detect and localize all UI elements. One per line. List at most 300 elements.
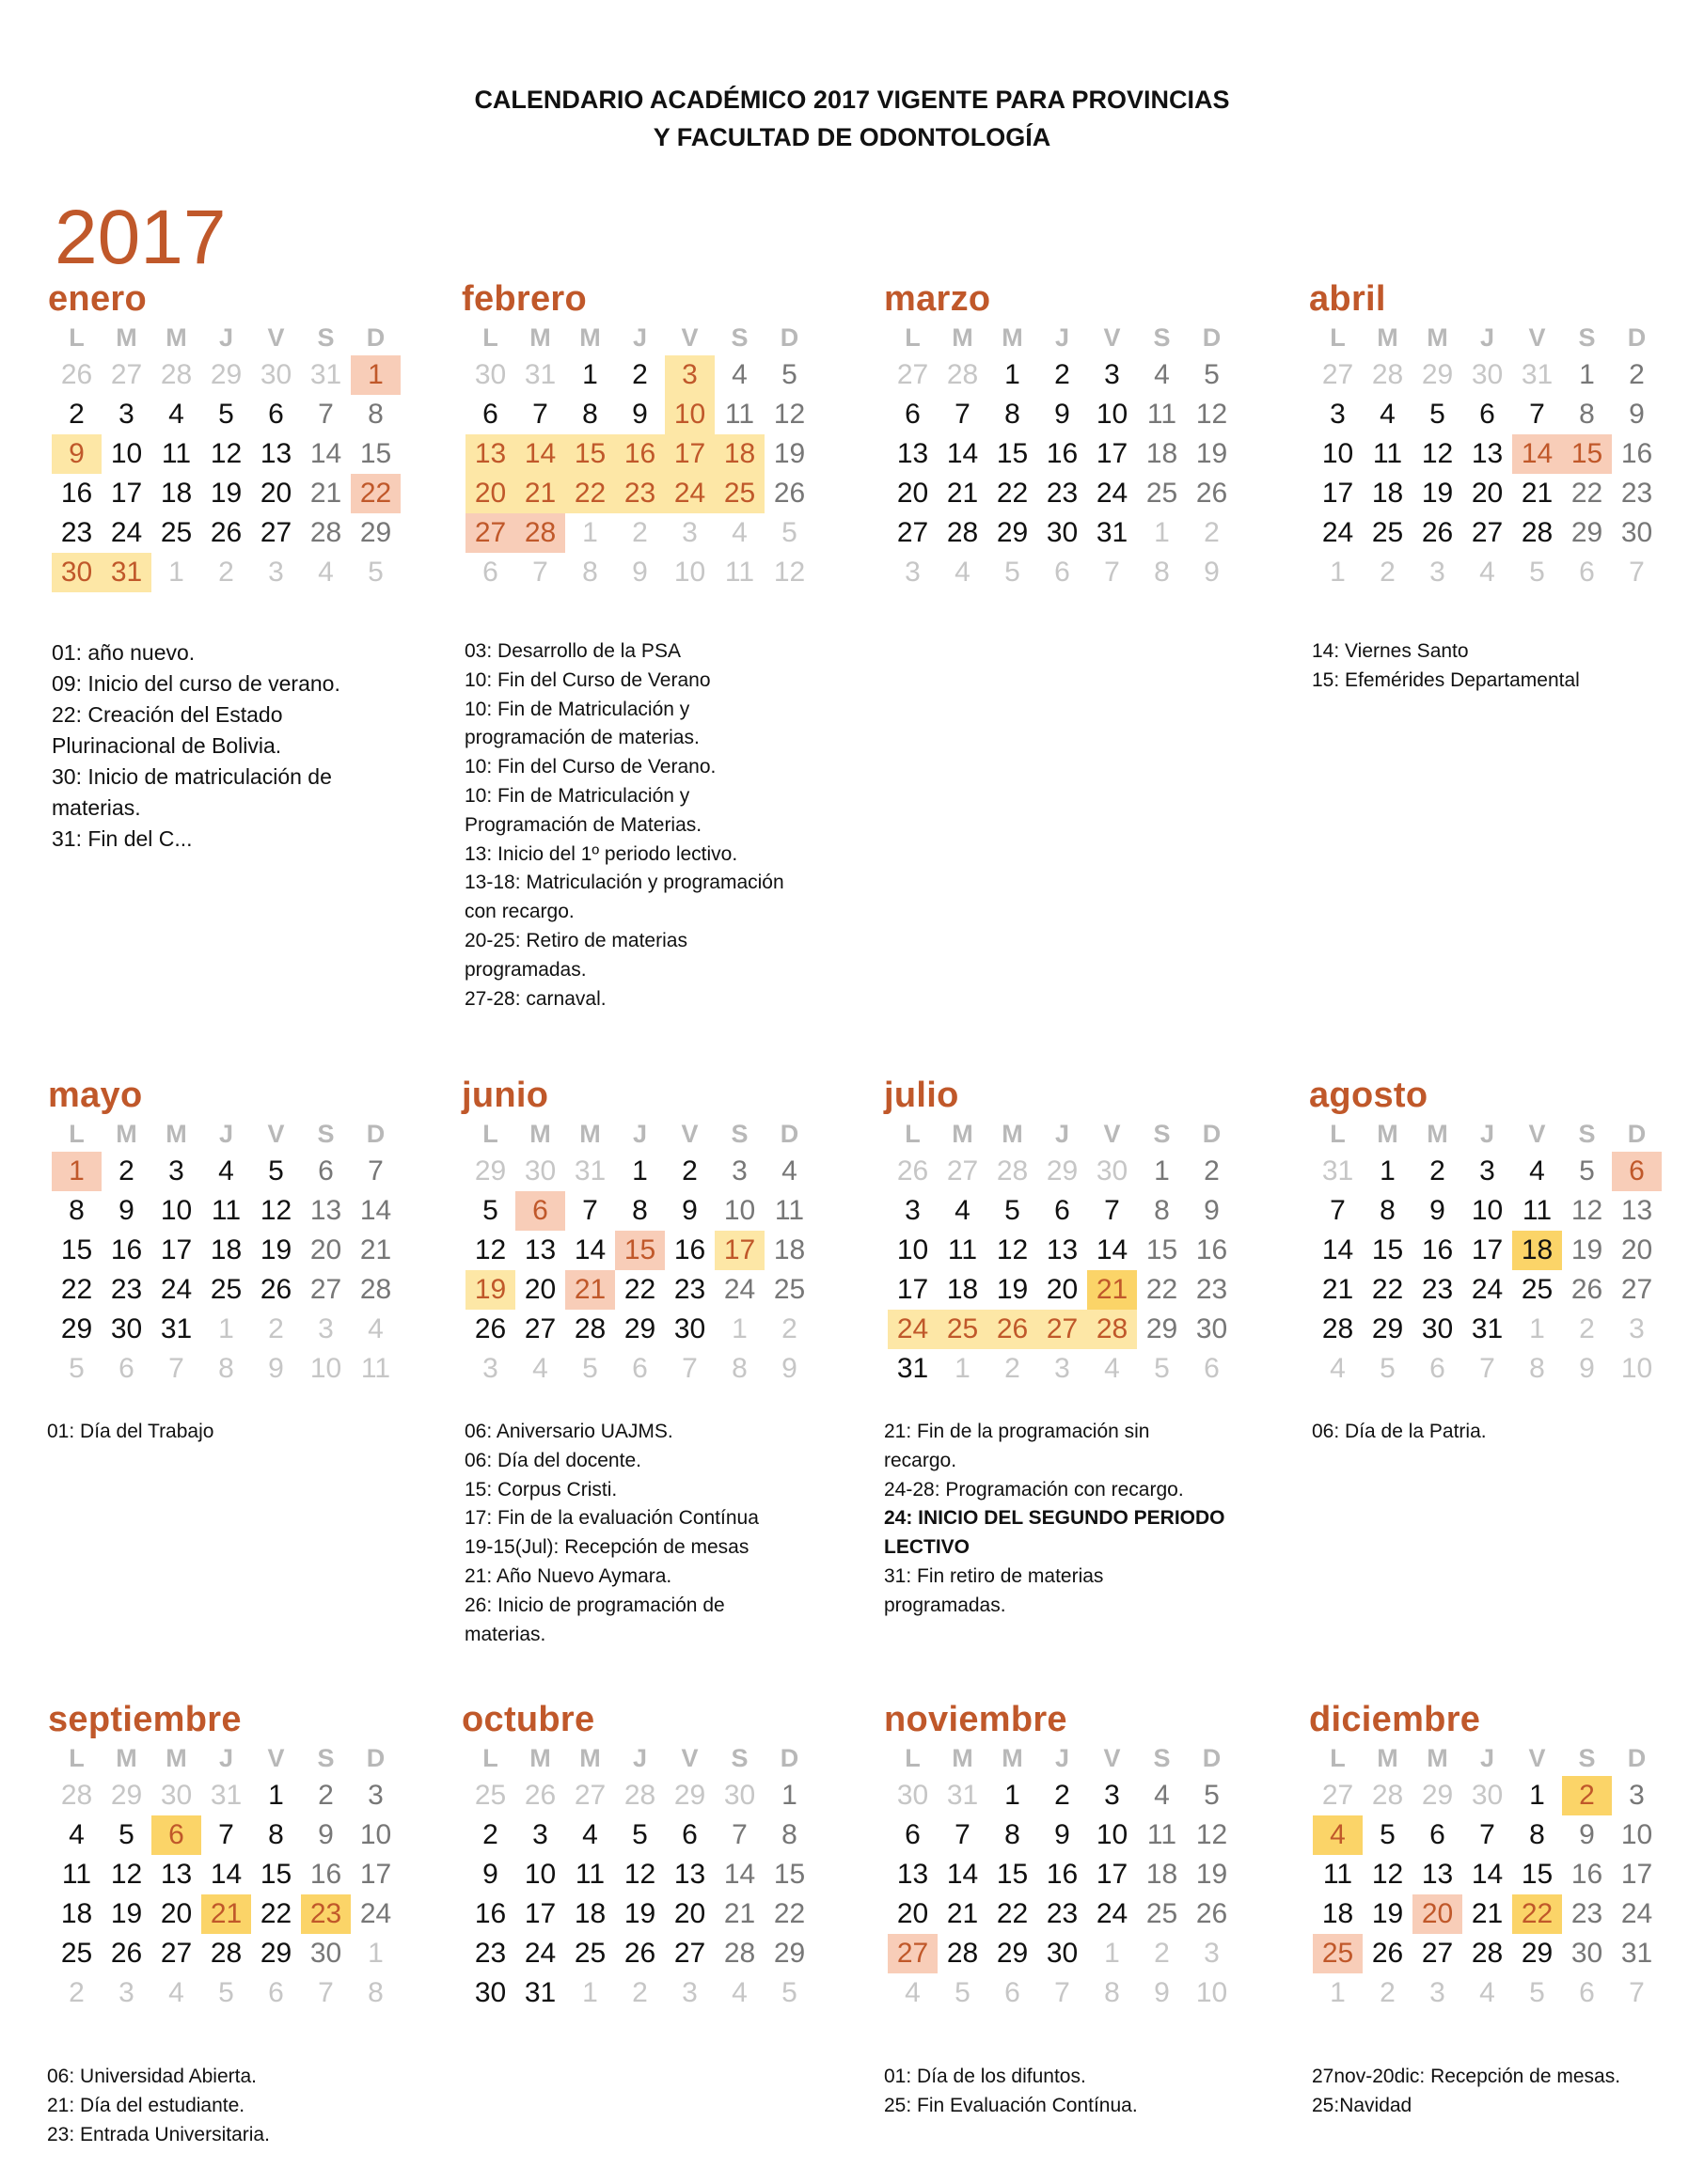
day-cell: 1 xyxy=(1529,1780,1545,1811)
day-cell: 17 xyxy=(1321,478,1354,509)
weekday-header: V xyxy=(267,1120,285,1148)
day-cell: 5 xyxy=(1004,1195,1020,1226)
day-cell: 5 xyxy=(218,399,234,430)
day-cell: 22 xyxy=(996,478,1029,509)
adjacent-month-day: 31 xyxy=(210,1780,243,1811)
day-cell: 10 xyxy=(110,438,143,469)
adjacent-month-day: 2 xyxy=(218,557,234,588)
note-line: Plurinacional de Bolivia. xyxy=(52,733,282,758)
adjacent-month-day: 27 xyxy=(946,1155,979,1186)
year-heading: 2017 xyxy=(55,195,227,280)
adjacent-month-day: 31 xyxy=(574,1155,607,1186)
day-cell: 1 xyxy=(1154,1155,1170,1186)
adjacent-month-day: 5 xyxy=(781,1977,797,2008)
day-cell: 11 xyxy=(61,1859,92,1890)
adjacent-month-day: 3 xyxy=(682,1977,698,2008)
adjacent-month-day: 3 xyxy=(268,557,284,588)
adjacent-month-day: 1 xyxy=(368,1938,384,1969)
weekday-header: M xyxy=(116,323,137,352)
adjacent-month-day: 31 xyxy=(309,359,342,390)
day-cell: 9 xyxy=(1054,399,1070,430)
adjacent-month-day: 29 xyxy=(474,1155,507,1186)
day-cell: 2 xyxy=(1562,1776,1612,1815)
day-cell: 2 xyxy=(1429,1155,1445,1186)
day-cell: 4 xyxy=(1380,399,1396,430)
day-cell: 27 xyxy=(896,517,929,548)
day-cell: 10 xyxy=(359,1819,392,1850)
day-cell: 17 xyxy=(1096,1859,1128,1890)
weekday-header: L xyxy=(905,1120,921,1148)
day-cell: 16 xyxy=(1421,1234,1454,1265)
adjacent-month-day: 8 xyxy=(1104,1977,1120,2008)
day-cell: 25 xyxy=(1145,478,1178,509)
adjacent-month-day: 3 xyxy=(1204,1938,1220,1969)
adjacent-month-day: 27 xyxy=(1321,359,1354,390)
day-cell: 13 xyxy=(260,438,292,469)
weekday-header: M xyxy=(579,1744,601,1772)
weekday-header: V xyxy=(681,323,699,352)
day-cell: 10 xyxy=(524,1859,557,1890)
day-cell: 5 xyxy=(1204,359,1220,390)
day-cell: 3 xyxy=(1479,1155,1495,1186)
adjacent-month-day: 3 xyxy=(905,557,921,588)
day-cell: 4 xyxy=(1154,1780,1170,1811)
day-cell: 18 xyxy=(715,434,765,474)
month-name: noviembre xyxy=(884,1700,1067,1739)
day-cell: 19 xyxy=(773,438,806,469)
day-cell: 1 xyxy=(1579,359,1595,390)
day-cell: 29 xyxy=(773,1938,806,1969)
day-cell: 9 xyxy=(1204,1195,1220,1226)
weekday-header-row xyxy=(1313,322,1680,354)
notes-agosto xyxy=(1312,1418,1688,1447)
day-cell: 25 xyxy=(60,1938,93,1969)
day-cell: 17 xyxy=(160,1234,193,1265)
weekday-header: D xyxy=(366,1744,386,1772)
weekday-header: S xyxy=(1578,1744,1596,1772)
day-cell: 4 xyxy=(218,1155,234,1186)
adjacent-month-day: 6 xyxy=(1054,557,1070,588)
day-cell: 10 xyxy=(1321,438,1354,469)
adjacent-month-day: 7 xyxy=(168,1353,184,1384)
adjacent-month-day: 11 xyxy=(724,557,755,588)
day-cell: 30 xyxy=(110,1313,143,1344)
adjacent-month-day: 4 xyxy=(368,1313,384,1344)
day-cell: 11 xyxy=(774,1195,805,1226)
note-line: 25: Fin Evaluación Contínua. xyxy=(884,2094,1138,2116)
day-cell: 13 xyxy=(309,1195,342,1226)
day-cell: 18 xyxy=(1321,1898,1354,1929)
day-cell: 28 xyxy=(723,1938,756,1969)
adjacent-month-day: 6 xyxy=(1004,1977,1020,2008)
adjacent-month-day: 27 xyxy=(574,1780,607,1811)
day-cell: 15 xyxy=(60,1234,93,1265)
adjacent-month-day: 28 xyxy=(1371,1780,1404,1811)
day-cell: 4 xyxy=(781,1155,797,1186)
note-line: 25:Navidad xyxy=(1312,2094,1412,2116)
adjacent-month-day: 7 xyxy=(1629,557,1645,588)
day-cell: 21 xyxy=(565,1270,615,1310)
day-cell: 12 xyxy=(773,399,806,430)
day-cell: 17 xyxy=(524,1898,557,1929)
title-line-1: CALENDARIO ACADÉMICO 2017 VIGENTE PARA PROVINCIAS xyxy=(474,86,1230,114)
day-cell: 11 xyxy=(1146,399,1177,430)
day-cell: 13 xyxy=(1471,438,1504,469)
weekday-header: L xyxy=(482,1744,498,1772)
day-cell: 14 xyxy=(210,1859,243,1890)
adjacent-month-day: 5 xyxy=(781,517,797,548)
day-cell: 2 xyxy=(69,399,85,430)
weekday-header: V xyxy=(681,1744,699,1772)
day-cell: 15 xyxy=(1371,1234,1404,1265)
day-cell: 22 xyxy=(1570,478,1603,509)
weekday-header: V xyxy=(1528,323,1546,352)
adjacent-month-day: 1 xyxy=(218,1313,234,1344)
weekday-header-row xyxy=(465,322,832,354)
day-cell: 6 xyxy=(1054,1195,1070,1226)
day-cell: 14 xyxy=(359,1195,392,1226)
adjacent-month-day: 28 xyxy=(623,1780,656,1811)
day-cell: 18 xyxy=(1145,1859,1178,1890)
day-cell: 26 xyxy=(1371,1938,1404,1969)
day-cell: 31 xyxy=(524,1977,557,2008)
day-cell: 18 xyxy=(773,1234,806,1265)
notes-noviembre xyxy=(884,2063,1260,2121)
day-cell: 21 xyxy=(515,474,565,513)
adjacent-month-day: 25 xyxy=(474,1780,507,1811)
day-cell: 12 xyxy=(1195,1819,1228,1850)
adjacent-month-day: 8 xyxy=(1529,1353,1545,1384)
adjacent-month-day: 11 xyxy=(360,1353,391,1384)
adjacent-month-day: 5 xyxy=(955,1977,970,2008)
note-line: 21: Año Nuevo Aymara. xyxy=(465,1564,672,1587)
day-cell: 2 xyxy=(1054,1780,1070,1811)
adjacent-month-day: 3 xyxy=(1054,1353,1070,1384)
day-cell: 11 xyxy=(211,1195,242,1226)
day-cell: 13 xyxy=(524,1234,557,1265)
adjacent-month-day: 1 xyxy=(582,1977,598,2008)
adjacent-month-day: 9 xyxy=(1579,1353,1595,1384)
weekday-header: L xyxy=(69,1120,85,1148)
day-cell: 27 xyxy=(1620,1274,1653,1305)
notes-diciembre xyxy=(1312,2063,1688,2121)
day-cell: 7 xyxy=(1104,1195,1120,1226)
weekday-header: J xyxy=(1054,1120,1070,1148)
adjacent-month-day: 2 xyxy=(1204,517,1220,548)
day-cell: 13 xyxy=(1620,1195,1653,1226)
day-cell: 13 xyxy=(1421,1859,1454,1890)
day-cell: 18 xyxy=(210,1234,243,1265)
month-name: enero xyxy=(48,279,147,319)
day-cell: 6 xyxy=(318,1155,334,1186)
adjacent-month-day: 4 xyxy=(168,1977,184,2008)
day-cell: 25 xyxy=(160,517,193,548)
day-cell: 19 xyxy=(1421,478,1454,509)
note-line: 17: Fin de la evaluación Contínua xyxy=(465,1507,759,1530)
weekday-header: M xyxy=(529,1744,551,1772)
day-cell: 3 xyxy=(1104,1780,1120,1811)
note-line: Programación de Materias. xyxy=(465,813,702,836)
adjacent-month-day: 7 xyxy=(532,557,548,588)
day-cell: 23 xyxy=(1421,1274,1454,1305)
day-cell: 5 xyxy=(268,1155,284,1186)
weekday-header: S xyxy=(731,323,749,352)
day-cell: 13 xyxy=(465,434,515,474)
day-cell: 30 xyxy=(1046,517,1079,548)
day-cell: 18 xyxy=(1371,478,1404,509)
weekday-header: S xyxy=(1153,323,1171,352)
notes-enero xyxy=(52,637,428,851)
note-line: 31: Fin retiro de materias xyxy=(884,1564,1104,1587)
day-cell: 5 xyxy=(781,359,797,390)
day-cell: 16 xyxy=(1195,1234,1228,1265)
day-cell: 8 xyxy=(69,1195,85,1226)
month-name: marzo xyxy=(884,279,991,319)
adjacent-month-day: 4 xyxy=(732,517,748,548)
note-line: 30: Inicio de matriculación de xyxy=(52,764,332,789)
weekday-header: D xyxy=(780,1744,799,1772)
weekday-header: D xyxy=(366,323,386,352)
note-line: recargo. xyxy=(884,1449,957,1471)
day-cell: 22 xyxy=(565,474,615,513)
day-cell: 20 xyxy=(160,1898,193,1929)
day-cell: 10 xyxy=(665,395,715,434)
day-cell: 27 xyxy=(160,1938,193,1969)
day-cell: 8 xyxy=(632,1195,648,1226)
day-cell: 24 xyxy=(1096,1898,1128,1929)
day-cell: 15 xyxy=(565,434,615,474)
day-cell: 21 xyxy=(1321,1274,1354,1305)
day-cell: 4 xyxy=(168,399,184,430)
weekday-header-row xyxy=(52,1118,418,1150)
day-cell: 19 xyxy=(1195,438,1228,469)
adjacent-month-day: 1 xyxy=(1104,1938,1120,1969)
note-line: 20-25: Retiro de materias xyxy=(465,929,687,951)
weekday-header: J xyxy=(632,1744,648,1772)
day-cell: 23 xyxy=(1195,1274,1228,1305)
adjacent-month-day: 1 xyxy=(1529,1313,1545,1344)
adjacent-month-day: 2 xyxy=(1380,1977,1396,2008)
day-cell: 16 xyxy=(1046,438,1079,469)
day-cell: 8 xyxy=(1004,399,1020,430)
weekday-header: M xyxy=(1427,1744,1448,1772)
day-cell: 4 xyxy=(1529,1155,1545,1186)
day-cell: 2 xyxy=(682,1155,698,1186)
adjacent-month-day: 29 xyxy=(210,359,243,390)
day-cell: 5 xyxy=(1429,399,1445,430)
month-name: junio xyxy=(462,1076,549,1115)
adjacent-month-day: 5 xyxy=(218,1977,234,2008)
weekday-header: V xyxy=(1528,1744,1546,1772)
weekday-header: M xyxy=(952,323,973,352)
adjacent-month-day: 29 xyxy=(1421,359,1454,390)
day-cell: 22 xyxy=(60,1274,93,1305)
adjacent-month-day: 6 xyxy=(482,557,498,588)
day-cell: 21 xyxy=(1521,478,1554,509)
notes-febrero xyxy=(465,637,841,1013)
day-cell: 18 xyxy=(1145,438,1178,469)
day-cell: 19 xyxy=(210,478,243,509)
day-cell: 12 xyxy=(1371,1859,1404,1890)
day-cell: 11 xyxy=(1146,1819,1177,1850)
note-line: 01: Día del Trabajo xyxy=(47,1421,214,1442)
adjacent-month-day: 31 xyxy=(1321,1155,1354,1186)
day-cell: 6 xyxy=(482,399,498,430)
weekday-header: L xyxy=(482,323,498,352)
day-cell: 13 xyxy=(896,1859,929,1890)
day-cell: 25 xyxy=(938,1310,987,1349)
day-cell: 14 xyxy=(574,1234,607,1265)
day-cell: 2 xyxy=(118,1155,134,1186)
day-cell: 26 xyxy=(1195,1898,1228,1929)
day-cell: 9 xyxy=(632,399,648,430)
day-cell: 12 xyxy=(623,1859,656,1890)
weekday-header: S xyxy=(317,1744,335,1772)
day-cell: 9 xyxy=(482,1859,498,1890)
adjacent-month-day: 1 xyxy=(955,1353,970,1384)
day-cell: 26 xyxy=(210,517,243,548)
adjacent-month-day: 28 xyxy=(946,359,979,390)
day-cell: 29 xyxy=(260,1938,292,1969)
day-cell: 21 xyxy=(946,478,979,509)
day-cell: 8 xyxy=(1579,399,1595,430)
day-cell: 18 xyxy=(574,1898,607,1929)
adjacent-month-day: 4 xyxy=(1104,1353,1120,1384)
day-cell: 1 xyxy=(1380,1155,1396,1186)
day-cell: 12 xyxy=(474,1234,507,1265)
day-cell: 1 xyxy=(632,1155,648,1186)
adjacent-month-day: 4 xyxy=(1479,1977,1495,2008)
adjacent-month-day: 9 xyxy=(1204,557,1220,588)
weekday-header: L xyxy=(905,1744,921,1772)
note-line: 06: Universidad Abierta. xyxy=(47,2066,257,2087)
day-cell: 20 xyxy=(1046,1274,1079,1305)
month-name: diciembre xyxy=(1309,1700,1481,1739)
adjacent-month-day: 27 xyxy=(896,359,929,390)
weekday-header: M xyxy=(1427,323,1448,352)
day-cell: 18 xyxy=(60,1898,93,1929)
adjacent-month-day: 29 xyxy=(1421,1780,1454,1811)
adjacent-month-day: 9 xyxy=(781,1353,797,1384)
weekday-header: D xyxy=(780,323,799,352)
day-cell: 24 xyxy=(359,1898,392,1929)
day-cell: 12 xyxy=(210,438,243,469)
adjacent-month-day: 8 xyxy=(732,1353,748,1384)
adjacent-month-day: 9 xyxy=(268,1353,284,1384)
day-cell: 8 xyxy=(368,399,384,430)
day-cell: 29 xyxy=(60,1313,93,1344)
adjacent-month-day: 26 xyxy=(896,1155,929,1186)
adjacent-month-day: 8 xyxy=(1154,557,1170,588)
day-cell: 3 xyxy=(118,399,134,430)
day-cell: 31 xyxy=(896,1353,929,1384)
day-cell: 27 xyxy=(673,1938,706,1969)
day-cell: 26 xyxy=(1570,1274,1603,1305)
day-cell: 17 xyxy=(359,1859,392,1890)
day-cell: 12 xyxy=(1421,438,1454,469)
adjacent-month-day: 30 xyxy=(896,1780,929,1811)
day-cell: 8 xyxy=(582,399,598,430)
day-cell: 28 xyxy=(1521,517,1554,548)
day-cell: 10 xyxy=(1620,1819,1653,1850)
day-cell: 19 xyxy=(1195,1859,1228,1890)
notes-mayo xyxy=(47,1418,423,1447)
day-cell: 9 xyxy=(1054,1819,1070,1850)
weekday-header: M xyxy=(166,1744,187,1772)
day-cell: 9 xyxy=(1629,399,1645,430)
day-cell: 3 xyxy=(168,1155,184,1186)
day-cell: 30 xyxy=(52,553,102,592)
day-cell: 10 xyxy=(1471,1195,1504,1226)
day-cell: 16 xyxy=(1620,438,1653,469)
day-cell: 15 xyxy=(1521,1859,1554,1890)
day-cell: 29 xyxy=(1521,1938,1554,1969)
day-cell: 13 xyxy=(896,438,929,469)
adjacent-month-day: 31 xyxy=(1521,359,1554,390)
adjacent-month-day: 1 xyxy=(168,557,184,588)
day-cell: 20 xyxy=(1471,478,1504,509)
adjacent-month-day: 30 xyxy=(1471,359,1504,390)
weekday-header: S xyxy=(731,1120,749,1148)
note-line: 15: Corpus Cristi. xyxy=(465,1478,618,1501)
day-cell: 28 xyxy=(946,1938,979,1969)
note-line: 15: Efemérides Departamental xyxy=(1312,668,1580,691)
note-line: 22: Creación del Estado xyxy=(52,702,283,727)
day-cell: 15 xyxy=(1145,1234,1178,1265)
weekday-header: M xyxy=(1002,1120,1023,1148)
day-cell: 19 xyxy=(110,1898,143,1929)
adjacent-month-day: 3 xyxy=(1429,557,1445,588)
note-line: 13-18: Matriculación y programación xyxy=(465,872,784,894)
day-cell: 25 xyxy=(1145,1898,1178,1929)
day-cell: 6 xyxy=(905,1819,921,1850)
weekday-header: M xyxy=(529,323,551,352)
adjacent-month-day: 2 xyxy=(781,1313,797,1344)
weekday-header-row xyxy=(52,322,418,354)
day-cell: 8 xyxy=(1004,1819,1020,1850)
adjacent-month-day: 10 xyxy=(673,557,706,588)
day-cell: 7 xyxy=(955,399,970,430)
day-cell: 14 xyxy=(946,438,979,469)
day-cell: 16 xyxy=(110,1234,143,1265)
day-cell: 1 xyxy=(351,355,401,395)
day-cell: 25 xyxy=(1371,517,1404,548)
adjacent-month-day: 9 xyxy=(632,557,648,588)
weekday-header: M xyxy=(1377,1744,1398,1772)
weekday-header: J xyxy=(1479,1120,1495,1148)
day-cell: 14 xyxy=(515,434,565,474)
note-line: 31: Fin del C... xyxy=(52,826,193,851)
notes-junio xyxy=(465,1418,841,1649)
note-line: 23: Entrada Universitaria. xyxy=(47,2123,270,2145)
day-cell: 19 xyxy=(623,1898,656,1929)
adjacent-month-day: 4 xyxy=(532,1353,548,1384)
weekday-header: J xyxy=(218,323,234,352)
day-cell: 17 xyxy=(665,434,715,474)
day-cell: 25 xyxy=(773,1274,806,1305)
weekday-header: D xyxy=(1627,1744,1647,1772)
day-cell: 12 xyxy=(996,1234,1029,1265)
note-line: 06: Aniversario UAJMS. xyxy=(465,1421,673,1442)
note-line: 21: Día del estudiante. xyxy=(47,2094,245,2116)
note-line: 10: Fin del Curso de Verano. xyxy=(465,756,717,778)
day-cell: 7 xyxy=(1479,1819,1495,1850)
adjacent-month-day: 8 xyxy=(582,557,598,588)
day-cell: 3 xyxy=(532,1819,548,1850)
day-cell: 7 xyxy=(1330,1195,1346,1226)
day-cell: 4 xyxy=(1313,1815,1363,1855)
day-cell: 3 xyxy=(1330,399,1346,430)
